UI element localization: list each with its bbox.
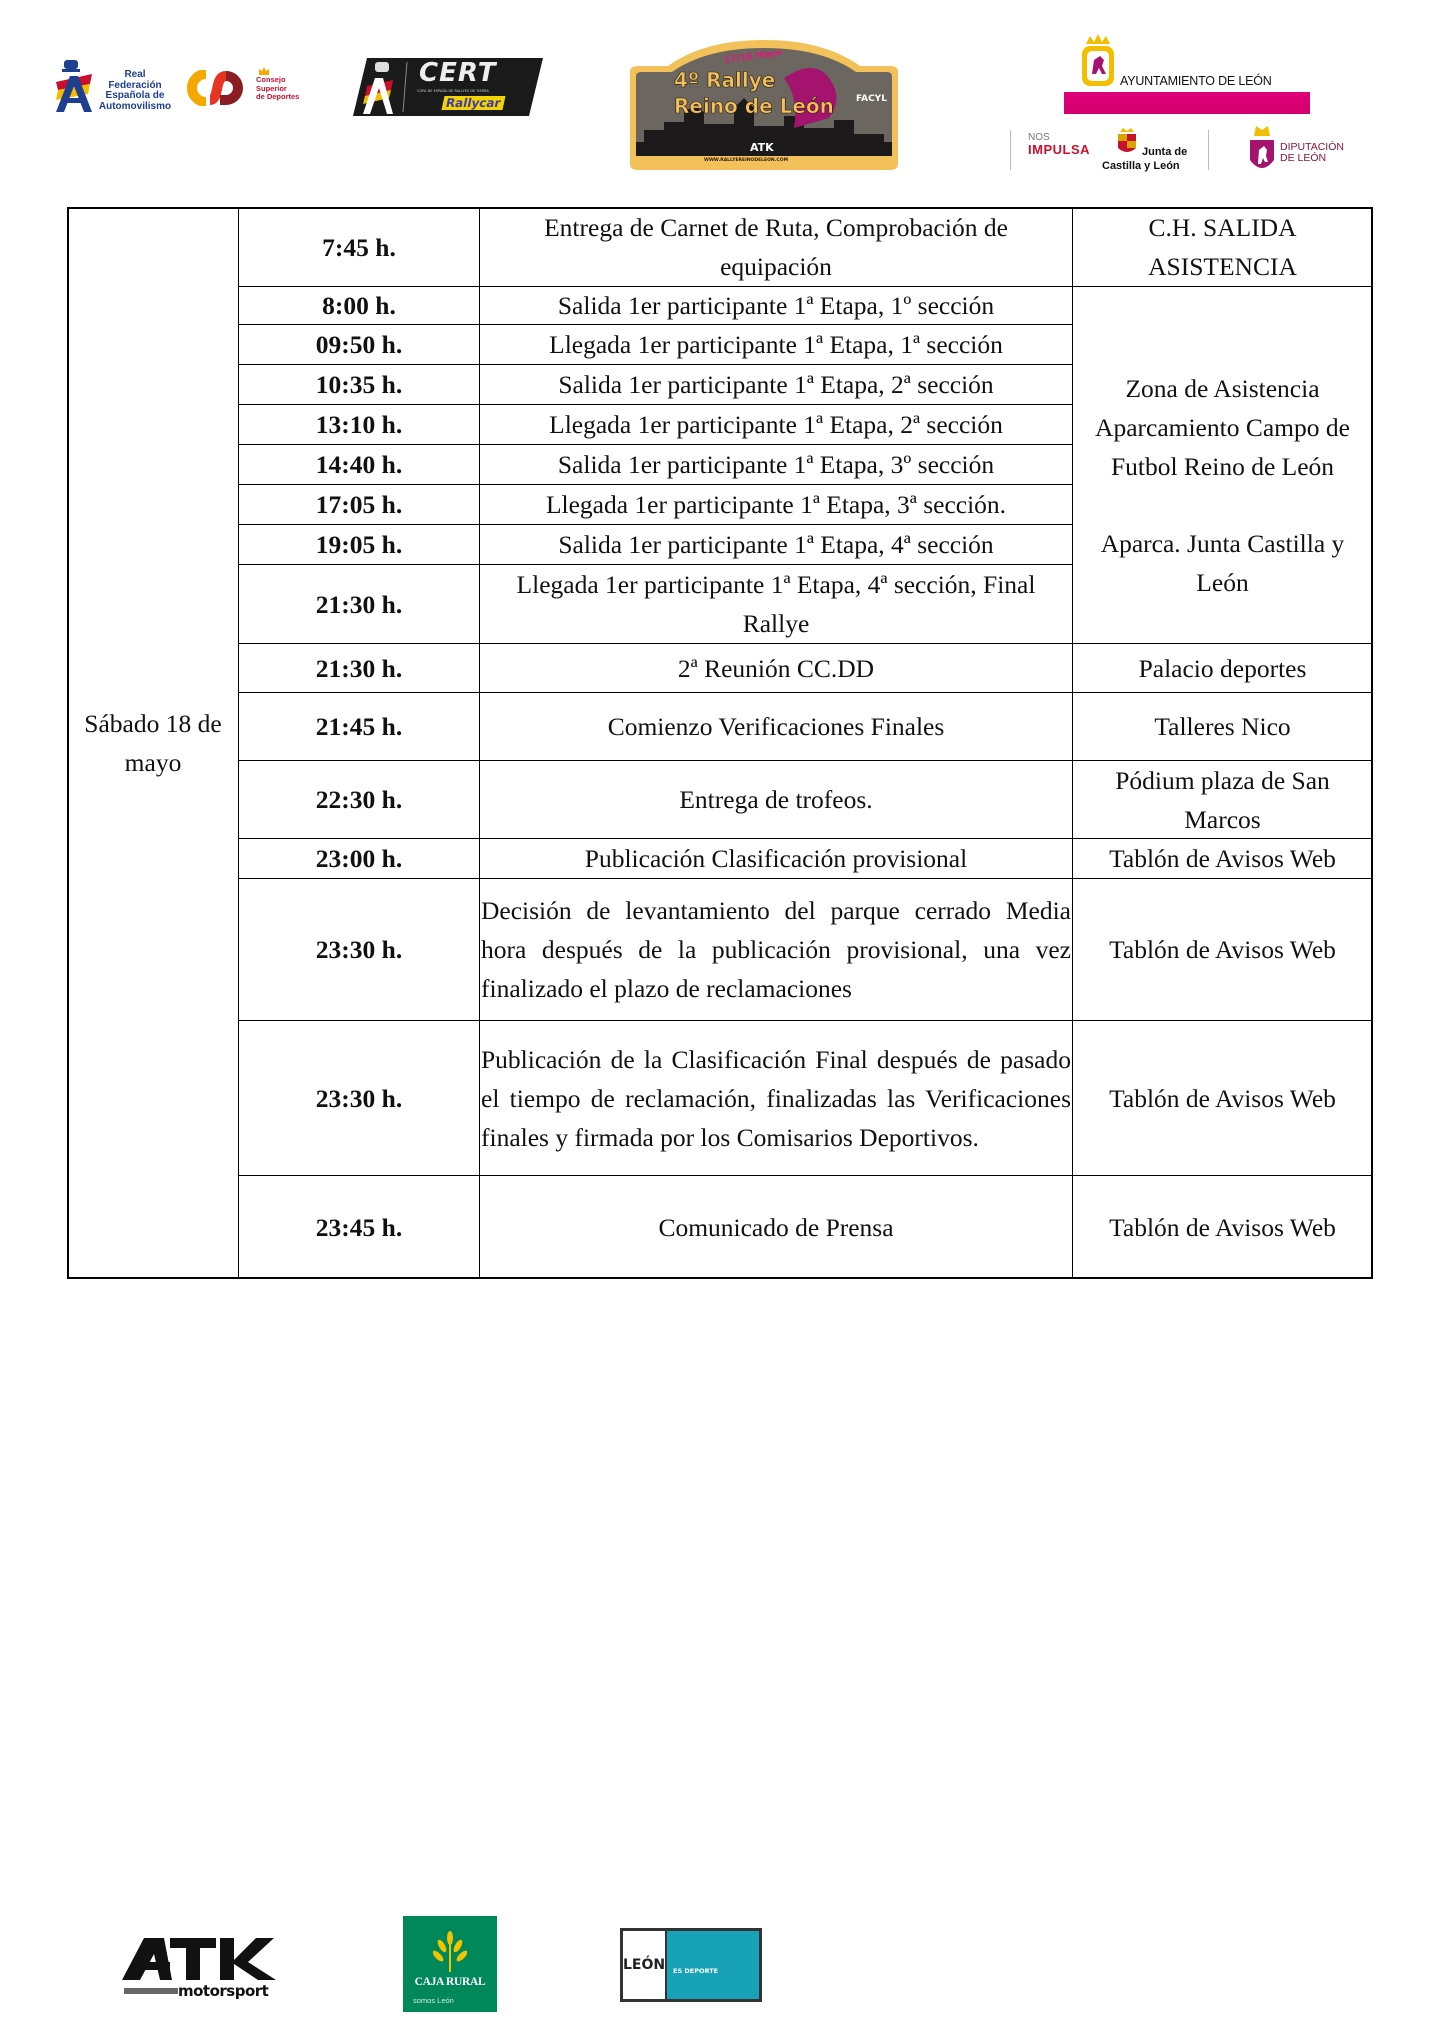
time-cell: 23:30 h. [238,1020,480,1176]
location-cell: Tablón de Avisos Web [1072,838,1373,879]
location-cell: Palacio deportes [1072,643,1373,693]
time-cell: 21:30 h. [238,564,480,644]
activity-cell: Decisión de levantamiento del parque cerrado Media hora después de la publicación provisional, una vez finalizado el plazo de reclamaciones [479,878,1073,1021]
plate-line2: Reino de León [674,94,834,118]
plate-dates: 17/18 Mayo [723,47,783,67]
time-cell: 17:05 h. [238,484,480,525]
activity-cell: Llegada 1er participante 1ª Etapa, 1ª sección [479,324,1073,365]
time-cell: 21:45 h. [238,692,480,761]
time-cell: 23:30 h. [238,878,480,1021]
leon-crest-icon [1078,34,1118,88]
caja-rural-subtitle: somos León [413,1996,454,2005]
facyl-badge: FACYL [856,94,887,104]
wheat-icon [433,1930,467,1972]
plate-line1: 4º Rallye [674,68,776,92]
plate-url: WWW.RALLYEREINODELEON.COM [704,158,789,163]
junta-cyl-logo: Junta de Castilla y León [1102,122,1200,176]
divider [1010,130,1011,170]
cert-subtitle: COPA DE ESPAÑA DE RALLYES DE TIERRA [417,89,489,93]
activity-cell: Entrega de trofeos. [479,760,1073,839]
activity-cell: Salida 1er participante 1ª Etapa, 2ª sección [479,364,1073,405]
activity-cell: Entrega de Carnet de Ruta, Comprobación de equipación [479,207,1073,287]
institutional-logos [1006,120,1366,176]
activity-cell: 2ª Reunión CC.DD [479,643,1073,693]
rfea-emblem-icon [52,58,96,114]
time-cell: 10:35 h. [238,364,480,405]
location-cell: Tablón de Avisos Web [1072,878,1373,1021]
activity-cell: Comunicado de Prensa [479,1175,1073,1279]
time-cell: 22:30 h. [238,760,480,839]
csd-text: Consejo Superior de Deportes [256,75,300,101]
plate-atk: ATK [750,141,774,154]
location-cell: Tablón de Avisos Web [1072,1020,1373,1176]
leon-es-deporte-logo [620,1928,762,2002]
schedule-table [67,207,1373,1279]
time-cell: 09:50 h. [238,324,480,365]
time-cell: 21:30 h. [238,643,480,693]
activity-cell: Salida 1er participante 1ª Etapa, 4ª sección [479,524,1073,565]
caja-rural-title: CAJA RURAL [414,1976,486,1988]
merged-location-cell [1072,286,1373,644]
cert-title: CERT [419,58,497,88]
location-cell: Talleres Nico [1072,692,1373,761]
rfea-logo [52,58,172,114]
nos-impulsa-logo: NOS IMPULSA [1028,132,1090,157]
time-cell: 13:10 h. [238,404,480,445]
diputacion-shield-icon [1248,120,1276,176]
activity-cell: Salida 1er participante 1ª Etapa, 3º sección [479,444,1073,485]
csd-emblem-icon [180,70,252,106]
activity-cell: Comienzo Verificaciones Finales [479,692,1073,761]
day-cell: Sábado 18 de mayo [67,207,239,1279]
activity-cell: Llegada 1er participante 1ª Etapa, 2ª sección [479,404,1073,445]
es-deporte-panel [665,1931,759,1999]
activity-cell: Salida 1er participante 1ª Etapa, 1º sección [479,286,1073,325]
csd-logo [180,66,300,112]
atk-subtitle: motorsport [178,1982,269,2000]
time-cell: 8:00 h. [238,286,480,325]
diputacion-leon-logo: DIPUTACIÓN DE LEÓN [1244,120,1364,176]
location-parking-junta: Aparca. Junta Castilla y León [1100,528,1345,597]
atk-motorsport-logo [120,1932,290,2004]
es-deporte-label: ES DEPORTE [673,1967,719,1975]
activity-cell: Llegada 1er participante 1ª Etapa, 4ª sección, Final Rallye [479,564,1073,644]
activity-cell: Llegada 1er participante 1ª Etapa, 3ª sección. [479,484,1073,525]
time-cell: 23:45 h. [238,1175,480,1279]
time-cell: 19:05 h. [238,524,480,565]
time-cell: 7:45 h. [238,207,480,287]
divider [1208,130,1209,170]
location-assistance-zone: Zona de Asistencia Aparcamiento Campo de Futbol Reino de León [1095,373,1350,481]
location-cell: Tablón de Avisos Web [1072,1175,1373,1279]
ayuntamiento-name: AYUNTAMIENTO DE LEÓN [1120,74,1272,88]
rally-plate-logo [624,38,904,172]
activity-cell: Publicación de la Clasificación Final después de pasado el tiempo de reclamación, finalizadas las Verificaciones finales y firmada por los Comisarios Deportivos. [479,1020,1073,1176]
cert-logo [353,56,543,118]
location-cell: Pódium plaza de San Marcos [1072,760,1373,839]
activity-cell: Publicación Clasificación provisional [479,838,1073,879]
rfea-text: Real Federación Española de Automovilismo [98,69,172,112]
location-cell: C.H. SALIDA ASISTENCIA [1072,207,1373,287]
time-cell: 23:00 h. [238,838,480,879]
ayuntamiento-magenta-bar [1064,92,1310,114]
rallycar-sponsor: Rallycar [442,96,505,110]
time-cell: 14:40 h. [238,444,480,485]
leon-label: LEÓN [622,1957,666,1973]
cyl-shield-icon [1116,128,1138,156]
ayuntamiento-leon-logo [1064,34,1314,114]
caja-rural-logo [403,1916,497,2012]
